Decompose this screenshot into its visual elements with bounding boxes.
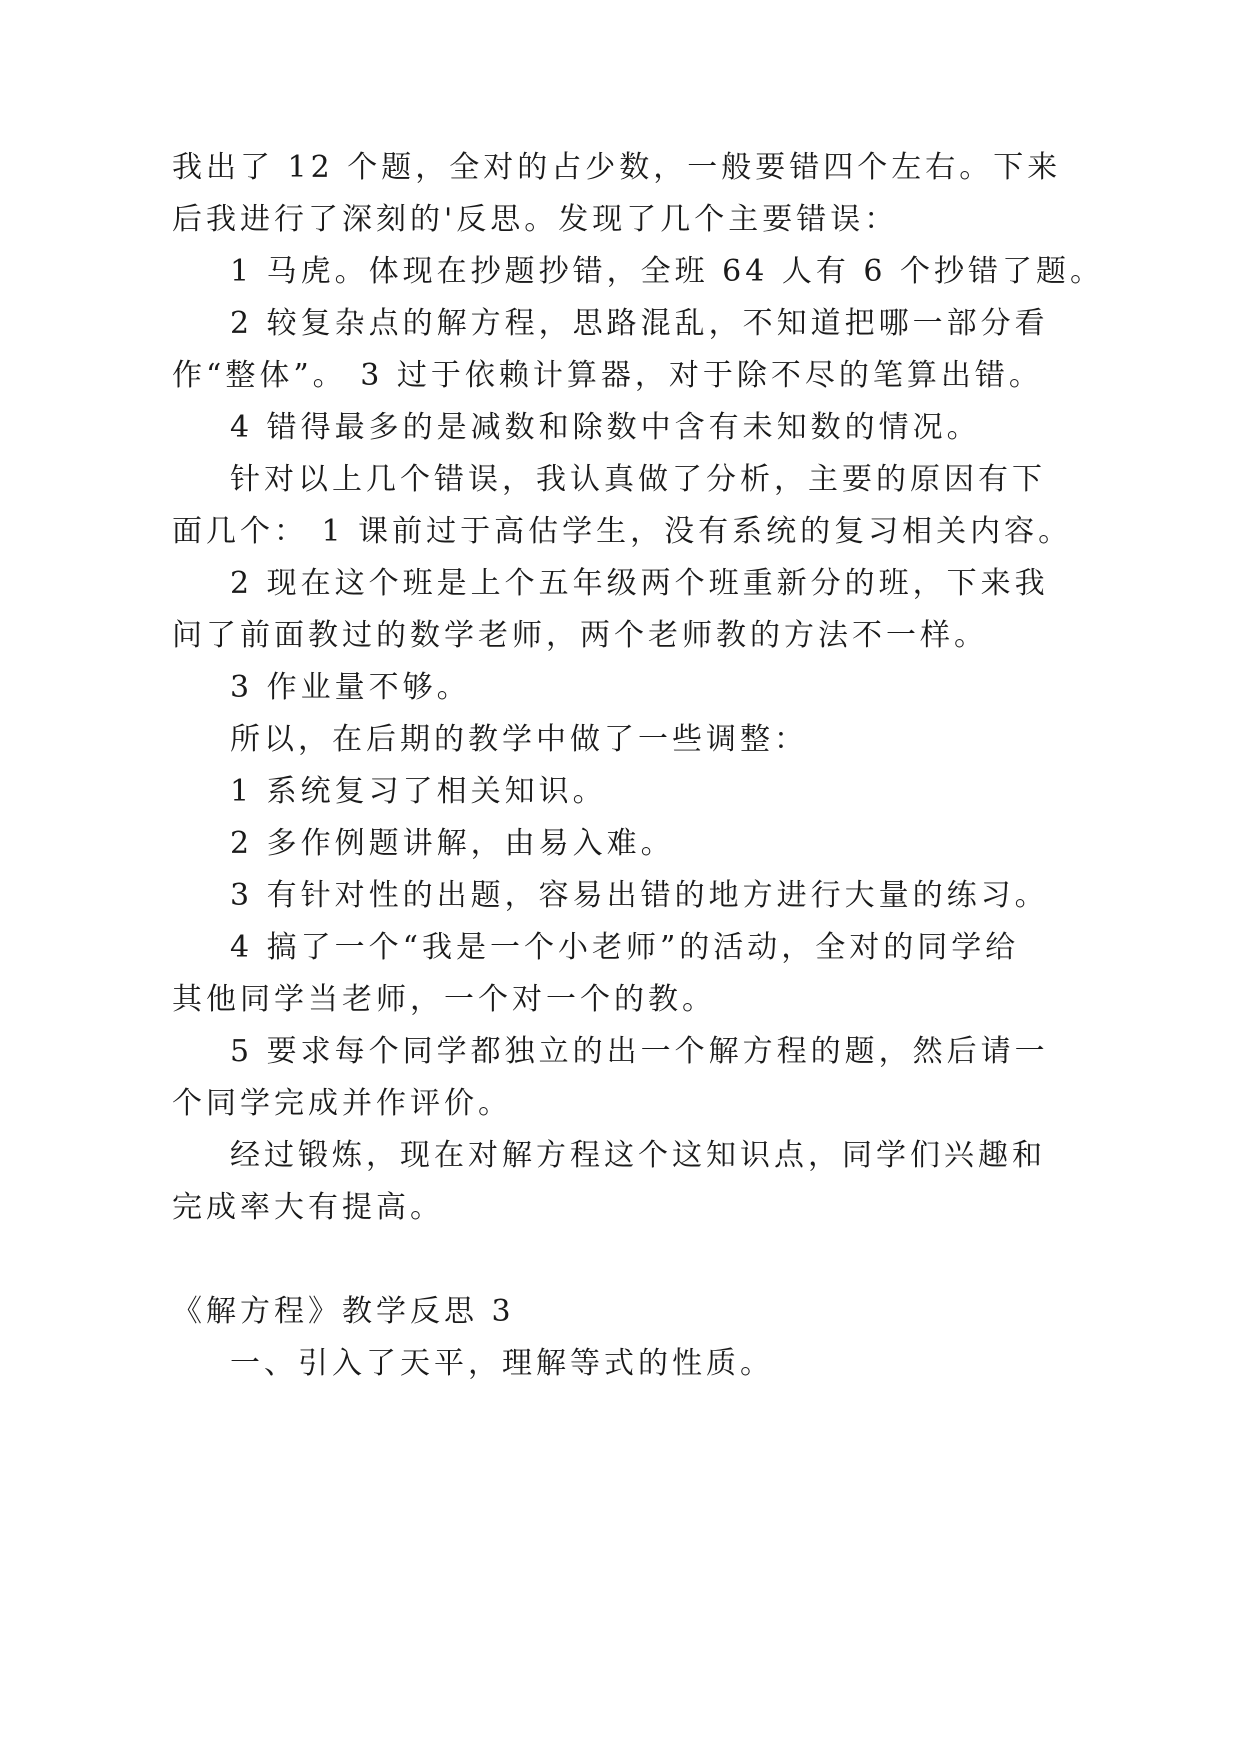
paragraph-line: 经过锻炼，现在对解方程这个这知识点，同学们兴趣和 — [230, 1138, 1046, 1173]
paragraph-line: 2 现在这个班是上个五年级两个班重新分的班，下来我 — [230, 566, 1049, 601]
paragraph-line: 3 有针对性的出题，容易出错的地方进行大量的练习。 — [230, 878, 1049, 913]
paragraph-line: 2 多作例题讲解，由易入难。 — [230, 826, 675, 861]
paragraph-line: 后我进行了深刻的'反思。发现了几个主要错误： — [172, 202, 899, 237]
paragraph-line: 4 搞了一个“我是一个小老师”的活动，全对的同学给 — [230, 930, 1020, 965]
paragraph-line: 完成率大有提高。 — [172, 1190, 444, 1225]
paragraph-line: 问了前面教过的数学老师，两个老师教的方法不一样。 — [172, 618, 988, 653]
paragraph-line: 2 较复杂点的解方程，思路混乱，不知道把哪一部分看 — [230, 306, 1049, 341]
paragraph-line: 所以，在后期的教学中做了一些调整： — [230, 722, 808, 757]
paragraph-line: 一、引入了天平，理解等式的性质。 — [230, 1346, 774, 1381]
section-title: 《解方程》教学反思 3 — [172, 1294, 515, 1329]
paragraph-line: 我出了 12 个题，全对的占少数，一般要错四个左右。下来 — [172, 150, 1062, 185]
paragraph-line: 个同学完成并作评价。 — [172, 1086, 512, 1121]
paragraph-line: 作“整体”。 3 过于依赖计算器，对于除不尽的笔算出错。 — [172, 358, 1043, 393]
paragraph-line: 3 作业量不够。 — [230, 670, 471, 705]
paragraph-line: 其他同学当老师，一个对一个的教。 — [172, 982, 716, 1017]
paragraph-line: 1 马虎。体现在抄题抄错，全班 64 人有 6 个抄错了题。 — [230, 254, 1105, 289]
paragraph-line: 针对以上几个错误，我认真做了分析，主要的原因有下 — [230, 462, 1046, 497]
paragraph-line: 面几个： 1 课前过于高估学生，没有系统的复习相关内容。 — [172, 514, 1073, 549]
paragraph-line: 5 要求每个同学都独立的出一个解方程的题，然后请一 — [230, 1034, 1049, 1069]
paragraph-line: 1 系统复习了相关知识。 — [230, 774, 607, 809]
paragraph-line: 4 错得最多的是减数和除数中含有未知数的情况。 — [230, 410, 981, 445]
